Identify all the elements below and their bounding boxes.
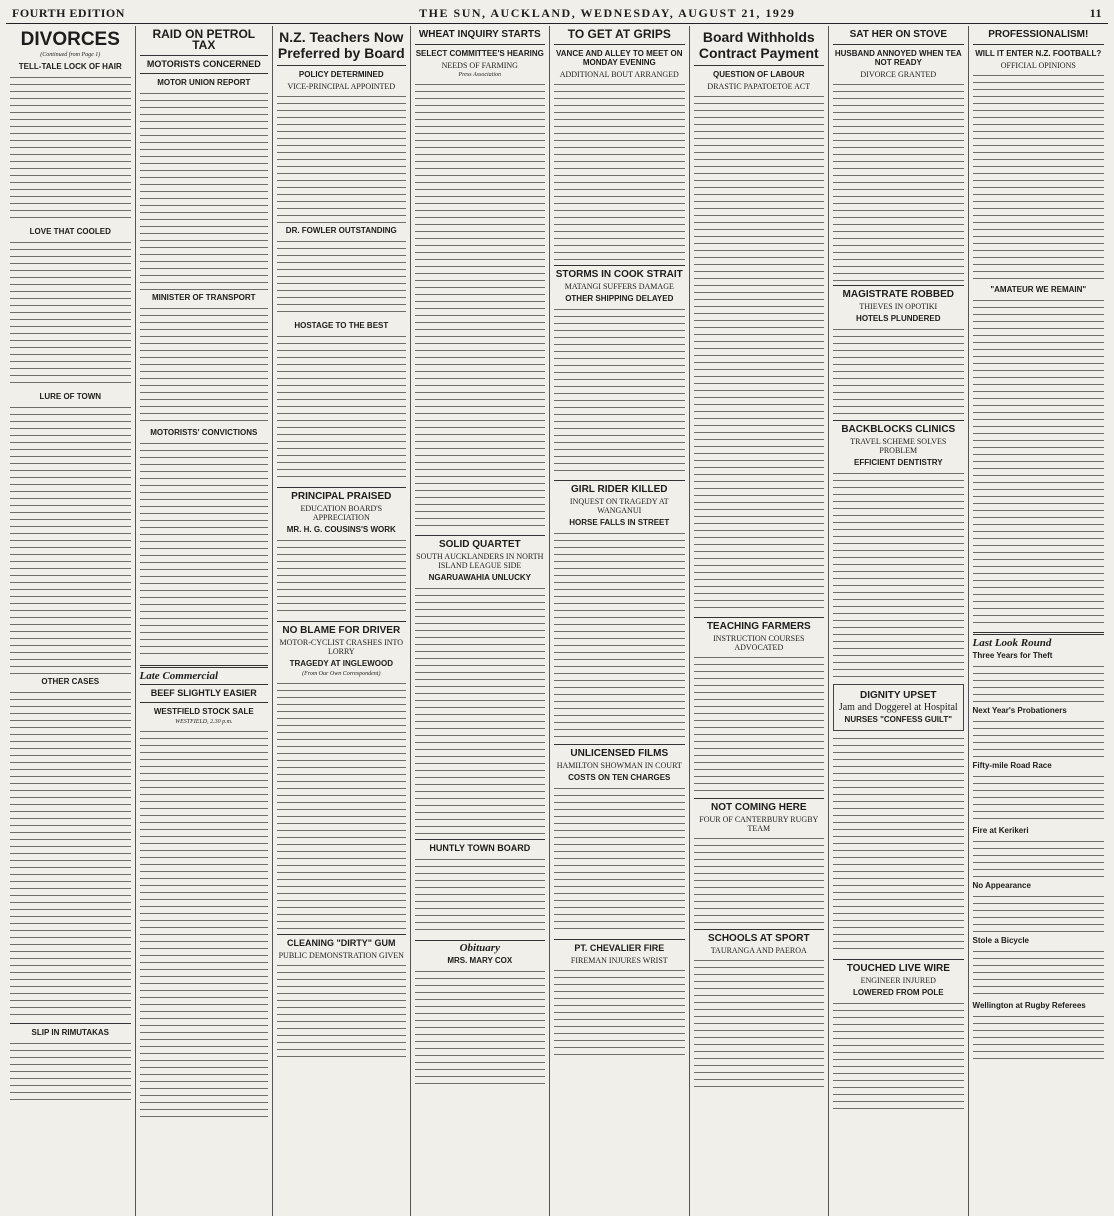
subhead-amateur: "AMATEUR WE REMAIN" — [990, 285, 1087, 294]
masthead — [6, 4, 1108, 24]
subhead-official-opinions: OFFICIAL OPINIONS — [1000, 61, 1076, 70]
headline-dirty-gum: CLEANING "DIRTY" GUM — [287, 938, 396, 949]
subhead-needs-farming: NEEDS OF FARMING — [441, 61, 518, 70]
headline-no-blame: NO BLAME FOR DRIVER — [282, 625, 401, 636]
subhead-cousins: MR. H. G. COUSINS'S WORK — [286, 525, 396, 534]
page-number: 11 — [1089, 5, 1102, 20]
article-text — [973, 893, 1104, 933]
columns — [6, 26, 1108, 1216]
subhead-labour: QUESTION OF LABOUR — [713, 70, 805, 79]
article-text — [973, 297, 1104, 627]
headline-stove: SAT HER ON STOVE — [849, 29, 947, 40]
subhead-hamilton-showman: HAMILTON SHOWMAN IN COURT — [556, 761, 682, 770]
article-text — [833, 81, 964, 281]
item-three-years: Three Years for Theft — [972, 651, 1053, 661]
article-text — [694, 654, 825, 794]
edition-label: FOURTH EDITION — [12, 5, 125, 20]
article-text — [10, 239, 131, 389]
subhead-inglewood: TRAGEDY AT INGLEWOOD — [289, 659, 393, 668]
box-dignity — [833, 684, 964, 731]
column-petrol-tax — [136, 26, 274, 1216]
subhead-engineer: ENGINEER INJURED — [860, 976, 936, 985]
article-text — [277, 537, 406, 617]
dateline-westfield: WESTFIELD, 2.30 p.m. — [175, 719, 233, 726]
subhead-minister-transport: MINISTER OF TRANSPORT — [152, 293, 256, 302]
subhead-westfield: WESTFIELD STOCK SALE — [153, 707, 254, 717]
headline-solid-quartet: SOLID QUARTET — [438, 539, 521, 551]
item-road-race: Fifty-mile Road Race — [972, 761, 1052, 771]
subhead-dentistry: EFFICIENT DENTISTRY — [853, 458, 943, 467]
column-board-withholds — [690, 26, 830, 1216]
article-text — [10, 1040, 131, 1100]
headline-board-withholds: Board Withholds Contract Payment — [698, 29, 819, 61]
headline-unlicensed-films: UNLICENSED FILMS — [570, 748, 669, 759]
headline-beef: BEEF SLIGHTLY EASIER — [150, 688, 257, 699]
subhead-vance-alley: VANCE AND ALLEY TO MEET ON MONDAY EVENING — [556, 49, 683, 67]
headline-wheat: WHEAT INQUIRY STARTS — [418, 29, 541, 40]
subhead-board-appreciation: EDUCATION BOARD'S APPRECIATION — [300, 504, 383, 522]
article-text — [277, 93, 406, 223]
item-no-appearance: No Appearance — [972, 881, 1031, 891]
subhead-instruction: INSTRUCTION COURSES ADVOCATED — [713, 634, 805, 652]
headline-principal-praised: PRINCIPAL PRAISED — [291, 491, 392, 502]
headline-rimutakas: SLIP IN RIMUTAKAS — [31, 1028, 109, 1038]
headline-pt-chevalier: PT. CHEVALIER FIRE — [574, 943, 665, 953]
headline-teaching-farmers: TEACHING FARMERS — [706, 621, 811, 632]
subhead-policy: POLICY DETERMINED — [298, 70, 384, 79]
article-text — [973, 948, 1104, 998]
article-text — [10, 689, 131, 1019]
article-text — [554, 530, 685, 740]
headline-get-at-grips: TO GET AT GRIPS — [567, 27, 671, 41]
article-text — [277, 333, 406, 483]
item-kerikeri: Fire at Kerikeri — [972, 826, 1029, 836]
headline-huntly: HUNTLY TOWN BOARD — [429, 843, 531, 854]
article-text — [833, 1000, 964, 1110]
source-press-association: Press Association — [458, 72, 502, 78]
article-text — [694, 957, 825, 1087]
subhead-travel-scheme: TRAVEL SCHEME SOLVES PROBLEM — [850, 437, 947, 455]
newspaper-title: THE SUN, AUCKLAND, WEDNESDAY, AUGUST 21, 1929 — [419, 5, 796, 20]
headline-divorces: DIVORCES — [20, 29, 120, 50]
article-text — [277, 238, 406, 318]
subhead-nurses: NURSES "CONFESS GUILT" — [844, 715, 952, 724]
subhead-other-cases: OTHER CASES — [41, 677, 100, 687]
subhead-inquest-wanganui: INQUEST ON TRAGEDY AT WANGANUI — [569, 497, 669, 515]
section-last-look-round: Last Look Round — [972, 637, 1052, 649]
item-referees: Wellington at Rugby Referees — [972, 1001, 1086, 1011]
continued-note: (Continued from Page 1) — [40, 52, 101, 58]
article-text — [973, 663, 1104, 703]
column-stove — [829, 26, 969, 1216]
column-wheat — [411, 26, 551, 1216]
article-text — [973, 1013, 1104, 1063]
headline-dignity: DIGNITY UPSET — [860, 690, 937, 701]
article-text — [973, 72, 1104, 282]
article-text — [10, 74, 131, 224]
subhead-motorcyclist: MOTOR-CYCLIST CRASHES INTO LORRY — [279, 638, 404, 656]
subhead-papatoetoe: DRASTIC PAPATOETOE ACT — [707, 82, 811, 91]
headline-backblocks: BACKBLOCKS CLINICS — [841, 424, 956, 435]
headline-magistrate-robbed: MAGISTRATE ROBBED — [842, 289, 955, 300]
article-text — [973, 773, 1104, 823]
article-text — [277, 680, 406, 930]
subhead-canterbury: FOUR OF CANTERBURY RUGBY TEAM — [699, 815, 819, 833]
article-text — [277, 962, 406, 1062]
article-text — [973, 718, 1104, 758]
headline-obituary: Obituary — [459, 942, 500, 955]
article-text — [554, 967, 685, 1057]
headline-teachers: N.Z. Teachers Now Preferred by Board — [277, 29, 405, 61]
subhead-jam-doggerel: Jam and Doggerel at Hospital — [838, 702, 958, 713]
subhead-demonstration: PUBLIC DEMONSTRATION GIVEN — [278, 951, 404, 961]
subhead-lure-of-town: LURE OF TOWN — [39, 392, 102, 402]
article-text — [833, 326, 964, 416]
subhead-vice-principal: VICE-PRINCIPAL APPOINTED — [287, 82, 396, 91]
subhead-tauranga: TAURANGA AND PAEROA — [710, 946, 807, 955]
subhead-dr-fowler: DR. FOWLER OUTSTANDING — [285, 226, 397, 235]
headline-schools-sport: SCHOOLS AT SPORT — [707, 933, 810, 944]
subhead-mary-cox: MRS. MARY COX — [447, 956, 513, 966]
subhead-south-aucklanders: SOUTH AUCKLANDERS IN NORTH ISLAND LEAGUE SIDE — [416, 552, 544, 571]
subhead-select-committee: SELECT COMMITTEE'S HEARING — [415, 49, 544, 58]
article-text — [973, 838, 1104, 878]
deck-motorists: MOTORISTS CONCERNED — [146, 59, 261, 69]
article-text — [415, 856, 546, 936]
source-correspondent: (From Our Own Correspondent) — [302, 671, 381, 677]
column-teachers — [273, 26, 411, 1216]
subhead-motor-union: MOTOR UNION REPORT — [157, 78, 251, 87]
headline-girl-rider: GIRL RIDER KILLED — [571, 484, 668, 495]
article-text — [554, 81, 685, 261]
subhead-horse-falls: HORSE FALLS IN STREET — [569, 518, 670, 527]
subhead-matangi: MATANGI SUFFERS DAMAGE — [564, 282, 674, 291]
article-text — [140, 305, 269, 425]
article-text — [140, 728, 269, 1118]
article-text — [554, 306, 685, 476]
item-bicycle: Stole a Bicycle — [972, 936, 1030, 946]
item-probationers: Next Year's Probationers — [972, 706, 1067, 716]
subhead-lock-of-hair: TELL-TALE LOCK OF HAIR — [18, 62, 122, 72]
article-text — [140, 90, 269, 290]
subhead-additional-bout: ADDITIONAL BOUT ARRANGED — [559, 70, 679, 79]
column-grips — [550, 26, 690, 1216]
column-divorces — [6, 26, 136, 1216]
subhead-love-cooled: LOVE THAT COOLED — [29, 227, 111, 237]
article-text — [10, 404, 131, 674]
subhead-ngaruawahia: NGARUAWAHIA UNLUCKY — [428, 573, 531, 583]
subhead-convictions: MOTORISTS' CONVICTIONS — [150, 428, 258, 437]
subhead-fireman: FIREMAN INJURES WRIST — [570, 956, 668, 965]
subhead-lowered: LOWERED FROM POLE — [852, 988, 944, 997]
headline-petrol-tax: RAID ON PETROL TAX — [152, 27, 256, 52]
subhead-hotels: HOTELS PLUNDERED — [856, 314, 941, 323]
section-late-commercial: Late Commercial — [139, 670, 219, 682]
article-text — [833, 735, 964, 955]
headline-not-coming: NOT COMING HERE — [711, 802, 807, 813]
column-professionalism — [969, 26, 1108, 1216]
subhead-hostage: HOSTAGE TO THE BEST — [294, 321, 389, 330]
subhead-divorce-granted: DIVORCE GRANTED — [860, 70, 937, 79]
article-text — [415, 968, 546, 1088]
subhead-nz-football: WILL IT ENTER N.Z. FOOTBALL? — [975, 49, 1102, 58]
subhead-opotiki: THIEVES IN OPOTIKI — [859, 302, 938, 311]
article-text — [833, 470, 964, 680]
headline-live-wire: TOUCHED LIVE WIRE — [846, 963, 950, 974]
article-text — [415, 585, 546, 835]
article-text — [694, 835, 825, 925]
headline-cook-strait: STORMS IN COOK STRAIT — [555, 269, 683, 280]
subhead-shipping-delayed: OTHER SHIPPING DELAYED — [565, 294, 674, 303]
article-text — [554, 785, 685, 935]
subhead-husband: HUSBAND ANNOYED WHEN TEA NOT READY — [834, 49, 962, 67]
article-text — [415, 81, 546, 531]
article-text — [140, 440, 269, 660]
headline-professionalism: PROFESSIONALISM! — [988, 29, 1089, 40]
subhead-costs: COSTS ON TEN CHARGES — [568, 773, 671, 782]
article-text — [694, 93, 825, 613]
